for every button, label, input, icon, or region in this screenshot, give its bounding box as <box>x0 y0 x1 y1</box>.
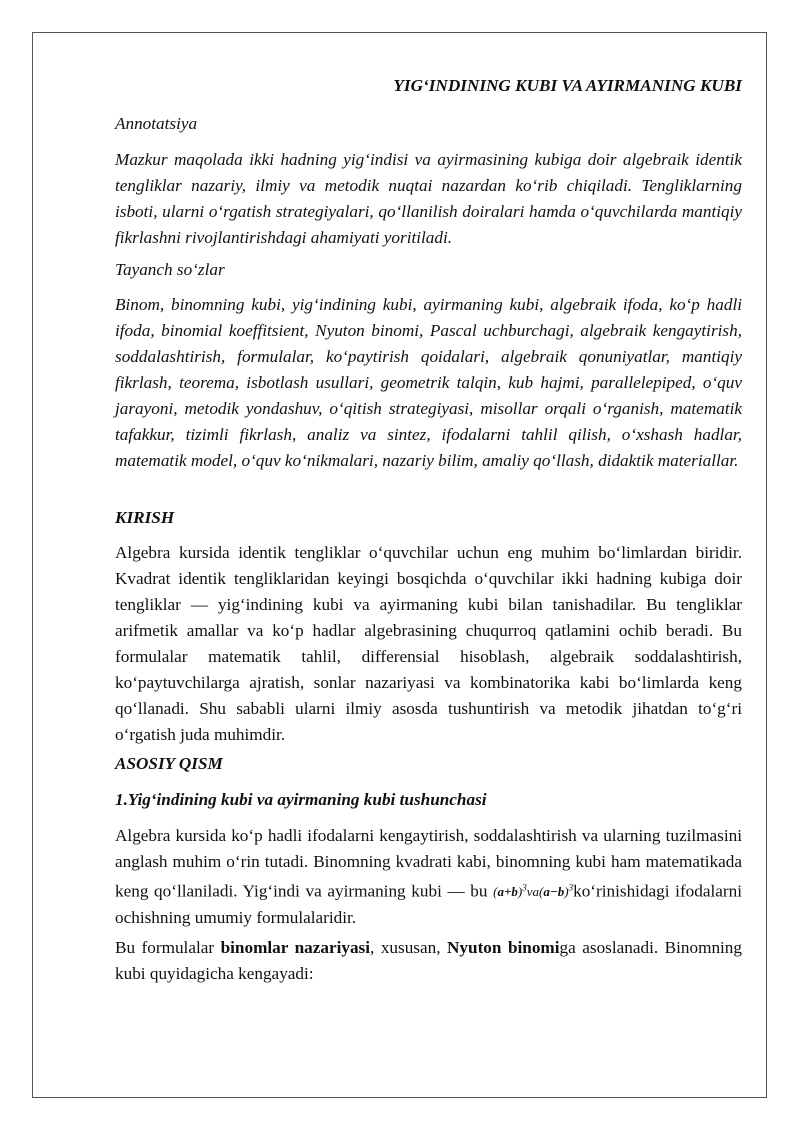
annotation-text: Mazkur maqolada ikki hadning yig‘indisi va ayirmasining kubiga doir algebraik identik tengliklar nazariy, ilmiy va metodik nuqtai nazardan ko‘rib chiqiladi. Tengliklarning isboti, ularni o‘rgatish strategiyalari, qo‘llanilish doiralari hamda o‘quvchilarda mantiqiy fikrlashni rivojlantirishdagi ahamiyati yoritiladi. <box>115 150 742 247</box>
para2-bold-term: Nyuton binomi <box>447 938 560 957</box>
para2-text: , xususan, <box>370 938 447 957</box>
formula-exponent: 3 <box>522 883 527 893</box>
section1-text-body: Algebra kursida ko‘p hadli ifodalarni kengaytirish, soddalashtirish va ularning tuzilmasini anglash muhim o‘rin tutadi. Binomning kvadrati kabi, binomning kubi ham matematikada keng qo‘llaniladi. Yig‘indi va ayirmaning kubi — bu <box>115 826 742 901</box>
intro-heading: KIRISH <box>115 508 175 527</box>
section1-tail: ko‘rinishidagi ifodalarni ochishning umumiy formulalaridir. <box>115 881 742 928</box>
para2-text: Bu formulalar <box>115 938 221 957</box>
formula-conjunction: va <box>526 884 540 900</box>
intro-text: Algebra kursida identik tengliklar o‘quvchilar uchun eng muhim bo‘limlardan biridir. Kvadrat identik tengliklaridan keyingi bosqichda o‘quvchilar ikki hadning kubiga doir tengliklar — yig‘indining kubi va ayirmaning kubi bilan tanishadilar. Bu tengliklar arifmetik amallar va ko‘p hadlar algebrasining chuqurroq qatlamini ochib beradi. Bu formulalar matematik tahlil, differensial hisoblash, algebraik soddalashtirish, ko‘paytuvchilarga ajratish, sonlar nazariyasi va kombinatorika kabi bo‘limlarda keng qo‘llanadi. Shu sababli ularni ilmiy asosda tushuntirish va metodik jihatdan to‘g‘ri o‘rgatish juda muhimdir. <box>115 543 742 744</box>
section1-text <box>115 823 742 931</box>
section1-heading: 1.Yig‘indining kubi va ayirmaning kubi tushunchasi <box>115 790 487 809</box>
formula-paren: ) <box>517 884 523 900</box>
document-title: YIG‘INDINING KUBI VA AYIRMANING KUBI <box>393 76 742 95</box>
main-heading: ASOSIY QISM <box>115 754 223 773</box>
formula-plus: + <box>503 884 512 900</box>
formula-paren: ( <box>539 884 544 900</box>
para2-bold-term: binomlar nazariyasi <box>220 938 371 957</box>
paragraph-binomial <box>115 935 742 987</box>
formula-var-b: b <box>511 884 518 900</box>
formula-exponent: 3 <box>568 883 574 893</box>
keywords-label: Tayanch so‘zlar <box>115 260 225 279</box>
keywords-text: Binom, binomning kubi, yig‘indining kubi, ayirmaning kubi, algebraik ifoda, ko‘p hadli ifoda, binomial koeffitsient, Nyuton binomi, Pascal uchburchagi, algebraik kengaytirish, soddalashtirish, formulalar, ko‘paytirish qoidalari, algebraik qonuniyatlar, mantiqiy fikrlash, teorema, isbotlash usullari, geometrik talqin, kub hajmi, parallelepiped, o‘quv jarayoni, metodik yondashuv, o‘qitish strategiyasi, misollar orqali o‘rganish, matematik tafakkur, tizimli fikrlash, analiz va sintez, ifodalarni tahlil qilish, o‘xshash hadlar, matematik model, o‘quv ko‘nikmalari, nazariy bilim, amaliy qo‘llash, didaktik materiallar. <box>115 295 742 470</box>
formula-paren: ( <box>493 884 498 900</box>
annotation-label: Annotatsiya <box>115 114 198 133</box>
formula-var-a: a <box>497 884 504 900</box>
formula-var-b: b <box>557 884 565 900</box>
formula-minus: − <box>549 884 558 900</box>
formula-var-a: a <box>543 884 550 900</box>
cube-formula <box>493 884 573 899</box>
para2-text: ga asoslanadi. Binomning kubi quyidagicha kengayadi: <box>115 938 742 983</box>
formula-paren: ) <box>564 884 569 900</box>
